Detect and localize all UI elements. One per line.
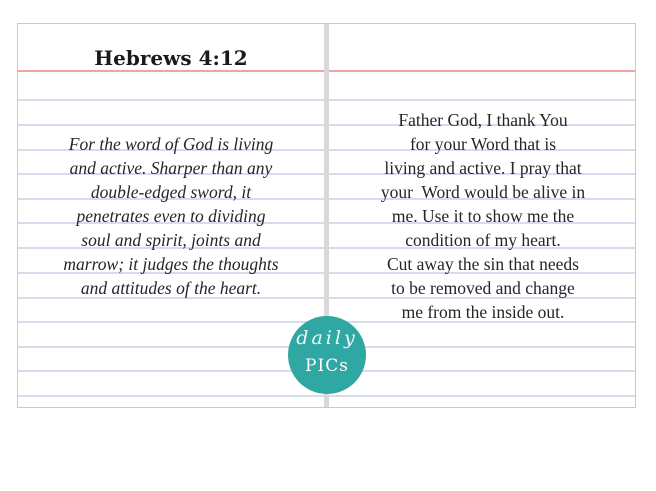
verse-line: soul and spirit, joints and bbox=[81, 230, 261, 250]
index-card bbox=[17, 23, 636, 408]
verse-line: marrow; it judges the thoughts bbox=[63, 254, 279, 274]
verse-line: For the word of God is living bbox=[68, 134, 274, 154]
prayer-line: living and active. I pray that bbox=[384, 158, 582, 178]
prayer-text bbox=[329, 108, 636, 324]
verse-line: double-edged sword, it bbox=[90, 182, 252, 202]
prayer-line: your Word would be alive in bbox=[380, 182, 586, 202]
logo-top-text: daily bbox=[296, 327, 358, 349]
prayer-line: Cut away the sin that needs bbox=[387, 254, 579, 274]
daily-pics-logo bbox=[288, 316, 366, 394]
prayer-line: me. Use it to show me the bbox=[391, 206, 575, 226]
logo-bottom-text: PICs bbox=[305, 356, 349, 376]
prayer-line: for your Word that is bbox=[409, 134, 557, 154]
verse-text bbox=[18, 132, 324, 300]
prayer-line: Father God, I thank You bbox=[398, 110, 568, 130]
verse-line: and attitudes of the heart. bbox=[80, 278, 262, 298]
prayer-line: condition of my heart. bbox=[405, 230, 561, 250]
verse-line: and active. Sharper than any bbox=[69, 158, 273, 178]
prayer-line: me from the inside out. bbox=[401, 302, 565, 322]
verse-reference-title: Hebrews 4:12 bbox=[94, 46, 248, 70]
verse-line: penetrates even to dividing bbox=[76, 206, 266, 226]
prayer-line: to be removed and change bbox=[391, 278, 575, 298]
